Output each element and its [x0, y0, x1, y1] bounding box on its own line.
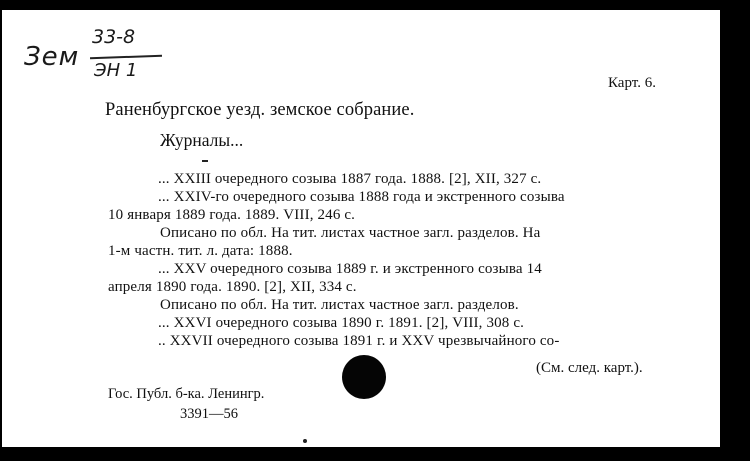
card-number: Карт. 6. [608, 75, 656, 91]
entry-line: апреля 1890 года. 1890. [2], XII, 334 с. [108, 279, 357, 295]
entry-line: ... XXVI очередного созыва 1890 г. 1891. [2], VIII, 308 с. [158, 315, 525, 331]
entry-line: ... XXV очередного созыва 1889 г. и экстренного созыва 14 [158, 261, 542, 277]
library-code: 3391—56 [180, 406, 238, 422]
see-next-card-note: (См. след. карт.). [536, 360, 643, 376]
scan-border-top [0, 0, 750, 10]
ink-dot [303, 439, 307, 443]
card-subheading: Журналы... [160, 130, 244, 150]
scan-border-right [720, 0, 750, 461]
handwritten-shelfmark-numerator: 33-8 [92, 26, 136, 48]
entry-line: .. XXVII очередного созыва 1891 г. и XXV чрезвычайного со- [158, 333, 560, 349]
entry-line: Описано по обл. На тит. листах частное загл. разделов. [160, 297, 519, 313]
entry-line: ... XXIII очередного созыва 1887 года. 1888. [2], XII, 327 с. [158, 171, 542, 187]
pencil-mark [202, 160, 208, 162]
entry-line: 1-м частн. тит. л. дата: 1888. [108, 243, 293, 259]
entry-line: 10 января 1889 года. 1889. VIII, 246 с. [108, 207, 356, 223]
library-name: Гос. Публ. б-ка. Ленингр. [108, 386, 265, 402]
handwritten-shelfmark-denominator: ЭН 1 [94, 60, 138, 81]
entry-line: ... XXIV-го очередного созыва 1888 года и экстренного созыва [158, 189, 565, 205]
card-heading: Раненбургское уезд. земское собрание. [105, 100, 415, 120]
punch-hole [342, 355, 386, 399]
handwritten-shelfmark-prefix: Зем [24, 42, 80, 72]
entry-line: Описано по обл. На тит. листах частное загл. разделов. На [160, 225, 541, 241]
scan-border-bottom [0, 447, 750, 461]
